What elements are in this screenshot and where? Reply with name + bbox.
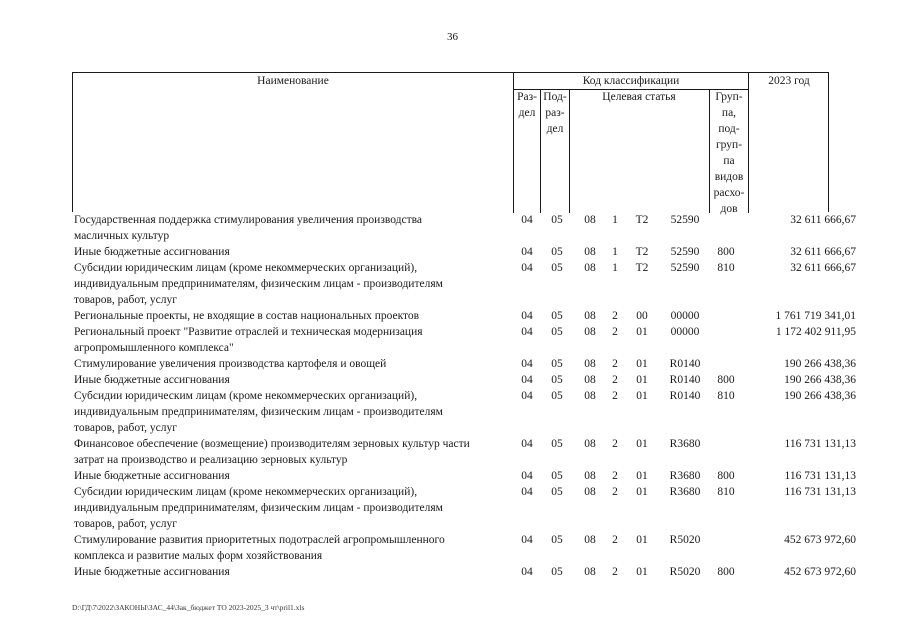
header-code: Код классификации xyxy=(582,75,680,87)
row-name-line: Иные бюджетные ассигнования xyxy=(74,470,230,482)
row-amount: 116 731 131,13 xyxy=(784,438,856,450)
row-name xyxy=(74,212,506,244)
row-target-2: 2 xyxy=(612,374,618,386)
row-name xyxy=(74,308,506,324)
row-target-2: 2 xyxy=(612,566,618,578)
row-target-2: 1 xyxy=(612,246,618,258)
row-target-1: 08 xyxy=(584,470,596,482)
row-target-1: 08 xyxy=(584,310,596,322)
row-section: 04 xyxy=(521,214,533,226)
row-target-4: R3680 xyxy=(669,438,701,450)
row-name-line: индивидуальным предпринимателям, физическим лицам - производителям xyxy=(74,278,443,290)
row-amount: 32 611 666,67 xyxy=(790,246,856,258)
row-subsection: 05 xyxy=(551,438,563,450)
row-name xyxy=(74,324,506,356)
row-subsection: 05 xyxy=(551,470,563,482)
row-section: 04 xyxy=(521,262,533,274)
row-section: 04 xyxy=(521,310,533,322)
row-target-1: 08 xyxy=(584,262,596,274)
row-target-3: 01 xyxy=(636,438,648,450)
row-group: 800 xyxy=(717,374,735,386)
row-target-1: 08 xyxy=(584,358,596,370)
header-name: Наименование xyxy=(257,75,329,87)
row-target-3: Т2 xyxy=(635,214,649,226)
row-target-2: 2 xyxy=(612,470,618,482)
row-name-line: Государственная поддержка стимулирования увеличения производства xyxy=(74,214,423,226)
row-target-4: R3680 xyxy=(669,486,701,498)
row-amount: 190 266 438,36 xyxy=(784,390,856,402)
row-target-2: 2 xyxy=(612,486,618,498)
row-target-2: 2 xyxy=(612,534,618,546)
row-target-4: R0140 xyxy=(669,358,701,370)
row-target-3: Т2 xyxy=(635,246,649,258)
row-target-4: 52590 xyxy=(670,214,700,226)
row-subsection: 05 xyxy=(551,390,563,402)
row-amount: 116 731 131,13 xyxy=(784,486,856,498)
row-target-4: R0140 xyxy=(669,374,701,386)
row-target-4: 00000 xyxy=(670,326,700,338)
row-amount: 452 673 972,60 xyxy=(784,566,856,578)
header-subsection: Под- раз- дел xyxy=(543,91,567,135)
row-name xyxy=(74,532,506,564)
row-target-4: R3680 xyxy=(669,470,701,482)
row-name xyxy=(74,468,506,484)
row-name-line: агропромышленного комплекса" xyxy=(74,342,234,354)
row-amount: 116 731 131,13 xyxy=(784,470,856,482)
row-name-line: Субсидии юридическим лицам (кроме некоммерческих организаций), xyxy=(74,390,418,402)
row-target-2: 1 xyxy=(612,262,618,274)
row-target-4: 52590 xyxy=(670,246,700,258)
row-amount: 1 761 719 341,01 xyxy=(775,310,856,322)
row-section: 04 xyxy=(521,374,533,386)
row-name xyxy=(74,388,506,436)
row-name-line: комплекса и развитие малых форм хозяйствования xyxy=(74,550,323,562)
row-subsection: 05 xyxy=(551,486,563,498)
row-target-1: 08 xyxy=(584,534,596,546)
row-name xyxy=(74,372,506,388)
row-section: 04 xyxy=(521,534,533,546)
row-amount: 32 611 666,67 xyxy=(790,214,856,226)
row-name-line: Субсидии юридическим лицам (кроме некоммерческих организаций), xyxy=(74,486,418,498)
row-name xyxy=(74,484,506,532)
row-target-2: 2 xyxy=(612,326,618,338)
row-target-3: 01 xyxy=(636,534,648,546)
row-target-1: 08 xyxy=(584,390,596,402)
row-target-3: 01 xyxy=(636,486,648,498)
row-section: 04 xyxy=(521,566,533,578)
row-subsection: 05 xyxy=(551,326,563,338)
row-target-3: 01 xyxy=(636,390,648,402)
row-name-line: товаров, работ, услуг xyxy=(74,422,177,434)
row-name xyxy=(74,564,506,580)
row-name-line: индивидуальным предпринимателям, физическим лицам - производителям xyxy=(74,406,443,418)
row-name-line: Субсидии юридическим лицам (кроме некоммерческих организаций), xyxy=(74,262,418,274)
row-subsection: 05 xyxy=(551,262,563,274)
row-target-4: 00000 xyxy=(670,310,700,322)
row-subsection: 05 xyxy=(551,534,563,546)
page-number: 36 xyxy=(447,31,458,43)
row-amount: 1 172 402 911,95 xyxy=(775,326,856,338)
row-name-line: товаров, работ, услуг xyxy=(74,294,177,306)
row-target-4: R5020 xyxy=(669,534,701,546)
row-target-1: 08 xyxy=(584,374,596,386)
row-target-1: 08 xyxy=(584,566,596,578)
row-name-line: Иные бюджетные ассигнования xyxy=(74,566,230,578)
row-section: 04 xyxy=(521,326,533,338)
row-section: 04 xyxy=(521,358,533,370)
row-target-2: 2 xyxy=(612,390,618,402)
row-group: 810 xyxy=(717,262,735,274)
row-name-line: товаров, работ, услуг xyxy=(74,518,177,530)
row-target-3: Т2 xyxy=(635,262,649,274)
row-name-line: индивидуальным предпринимателям, физическим лицам - производителям xyxy=(74,502,443,514)
row-target-4: R0140 xyxy=(669,390,701,402)
row-group: 800 xyxy=(717,566,735,578)
row-target-1: 08 xyxy=(584,438,596,450)
row-name-line: Региональный проект "Развитие отраслей и техническая модернизация xyxy=(74,326,423,338)
row-name-line: Региональные проекты, не входящие в состав национальных проектов xyxy=(74,310,420,322)
row-target-3: 01 xyxy=(636,470,648,482)
row-amount: 190 266 438,36 xyxy=(784,374,856,386)
file-path-footer: D:\ГД\7\2022\ЗАКОНЫ\ЗАС_44\Зак_бюджет ТО 2023-2025_3 чт\pril1.xls xyxy=(72,603,305,612)
header-section: Раз- дел xyxy=(517,91,537,119)
row-section: 04 xyxy=(521,486,533,498)
row-target-1: 08 xyxy=(584,214,596,226)
row-section: 04 xyxy=(521,246,533,258)
row-name-line: Иные бюджетные ассигнования xyxy=(74,374,230,386)
row-target-4: 52590 xyxy=(670,262,700,274)
table-header xyxy=(72,72,829,215)
row-section: 04 xyxy=(521,438,533,450)
row-target-1: 08 xyxy=(584,486,596,498)
row-amount: 452 673 972,60 xyxy=(784,534,856,546)
header-year: 2023 год xyxy=(768,75,810,87)
header-target: Целевая статья xyxy=(602,91,676,103)
row-name xyxy=(74,244,506,260)
row-target-4: R5020 xyxy=(669,566,701,578)
row-subsection: 05 xyxy=(551,246,563,258)
row-target-2: 2 xyxy=(612,438,618,450)
row-group: 800 xyxy=(717,246,735,258)
row-target-3: 01 xyxy=(636,566,648,578)
row-name-line: масличных культур xyxy=(74,230,170,242)
row-target-2: 1 xyxy=(612,214,618,226)
row-group: 810 xyxy=(717,390,735,402)
row-name-line: Стимулирование увеличения производства картофеля и овощей xyxy=(74,358,387,370)
row-group: 810 xyxy=(717,486,735,498)
row-section: 04 xyxy=(521,390,533,402)
row-target-3: 01 xyxy=(636,358,648,370)
row-name-line: Финансовое обеспечение (возмещение) производителям зерновых культур части xyxy=(74,438,470,450)
row-subsection: 05 xyxy=(551,566,563,578)
row-target-2: 2 xyxy=(612,358,618,370)
row-group: 800 xyxy=(717,470,735,482)
row-name-line: Стимулирование развития приоритетных подотраслей агропромышленного xyxy=(74,534,445,546)
row-subsection: 05 xyxy=(551,310,563,322)
row-name xyxy=(74,356,506,372)
row-name xyxy=(74,260,506,308)
row-amount: 32 611 666,67 xyxy=(790,262,856,274)
row-amount: 190 266 438,36 xyxy=(784,358,856,370)
header-group: Груп- па, под- груп- па видов расхо- дов xyxy=(713,91,745,215)
row-target-1: 08 xyxy=(584,326,596,338)
row-target-3: 01 xyxy=(636,326,648,338)
row-subsection: 05 xyxy=(551,374,563,386)
row-subsection: 05 xyxy=(551,358,563,370)
row-target-3: 01 xyxy=(636,374,648,386)
row-name xyxy=(74,436,506,468)
row-target-2: 2 xyxy=(612,310,618,322)
row-target-3: 00 xyxy=(636,310,648,322)
row-name-line: Иные бюджетные ассигнования xyxy=(74,246,230,258)
row-target-1: 08 xyxy=(584,246,596,258)
row-section: 04 xyxy=(521,470,533,482)
row-subsection: 05 xyxy=(551,214,563,226)
row-name-line: затрат на производство и реализацию зерновых культур xyxy=(74,454,348,466)
